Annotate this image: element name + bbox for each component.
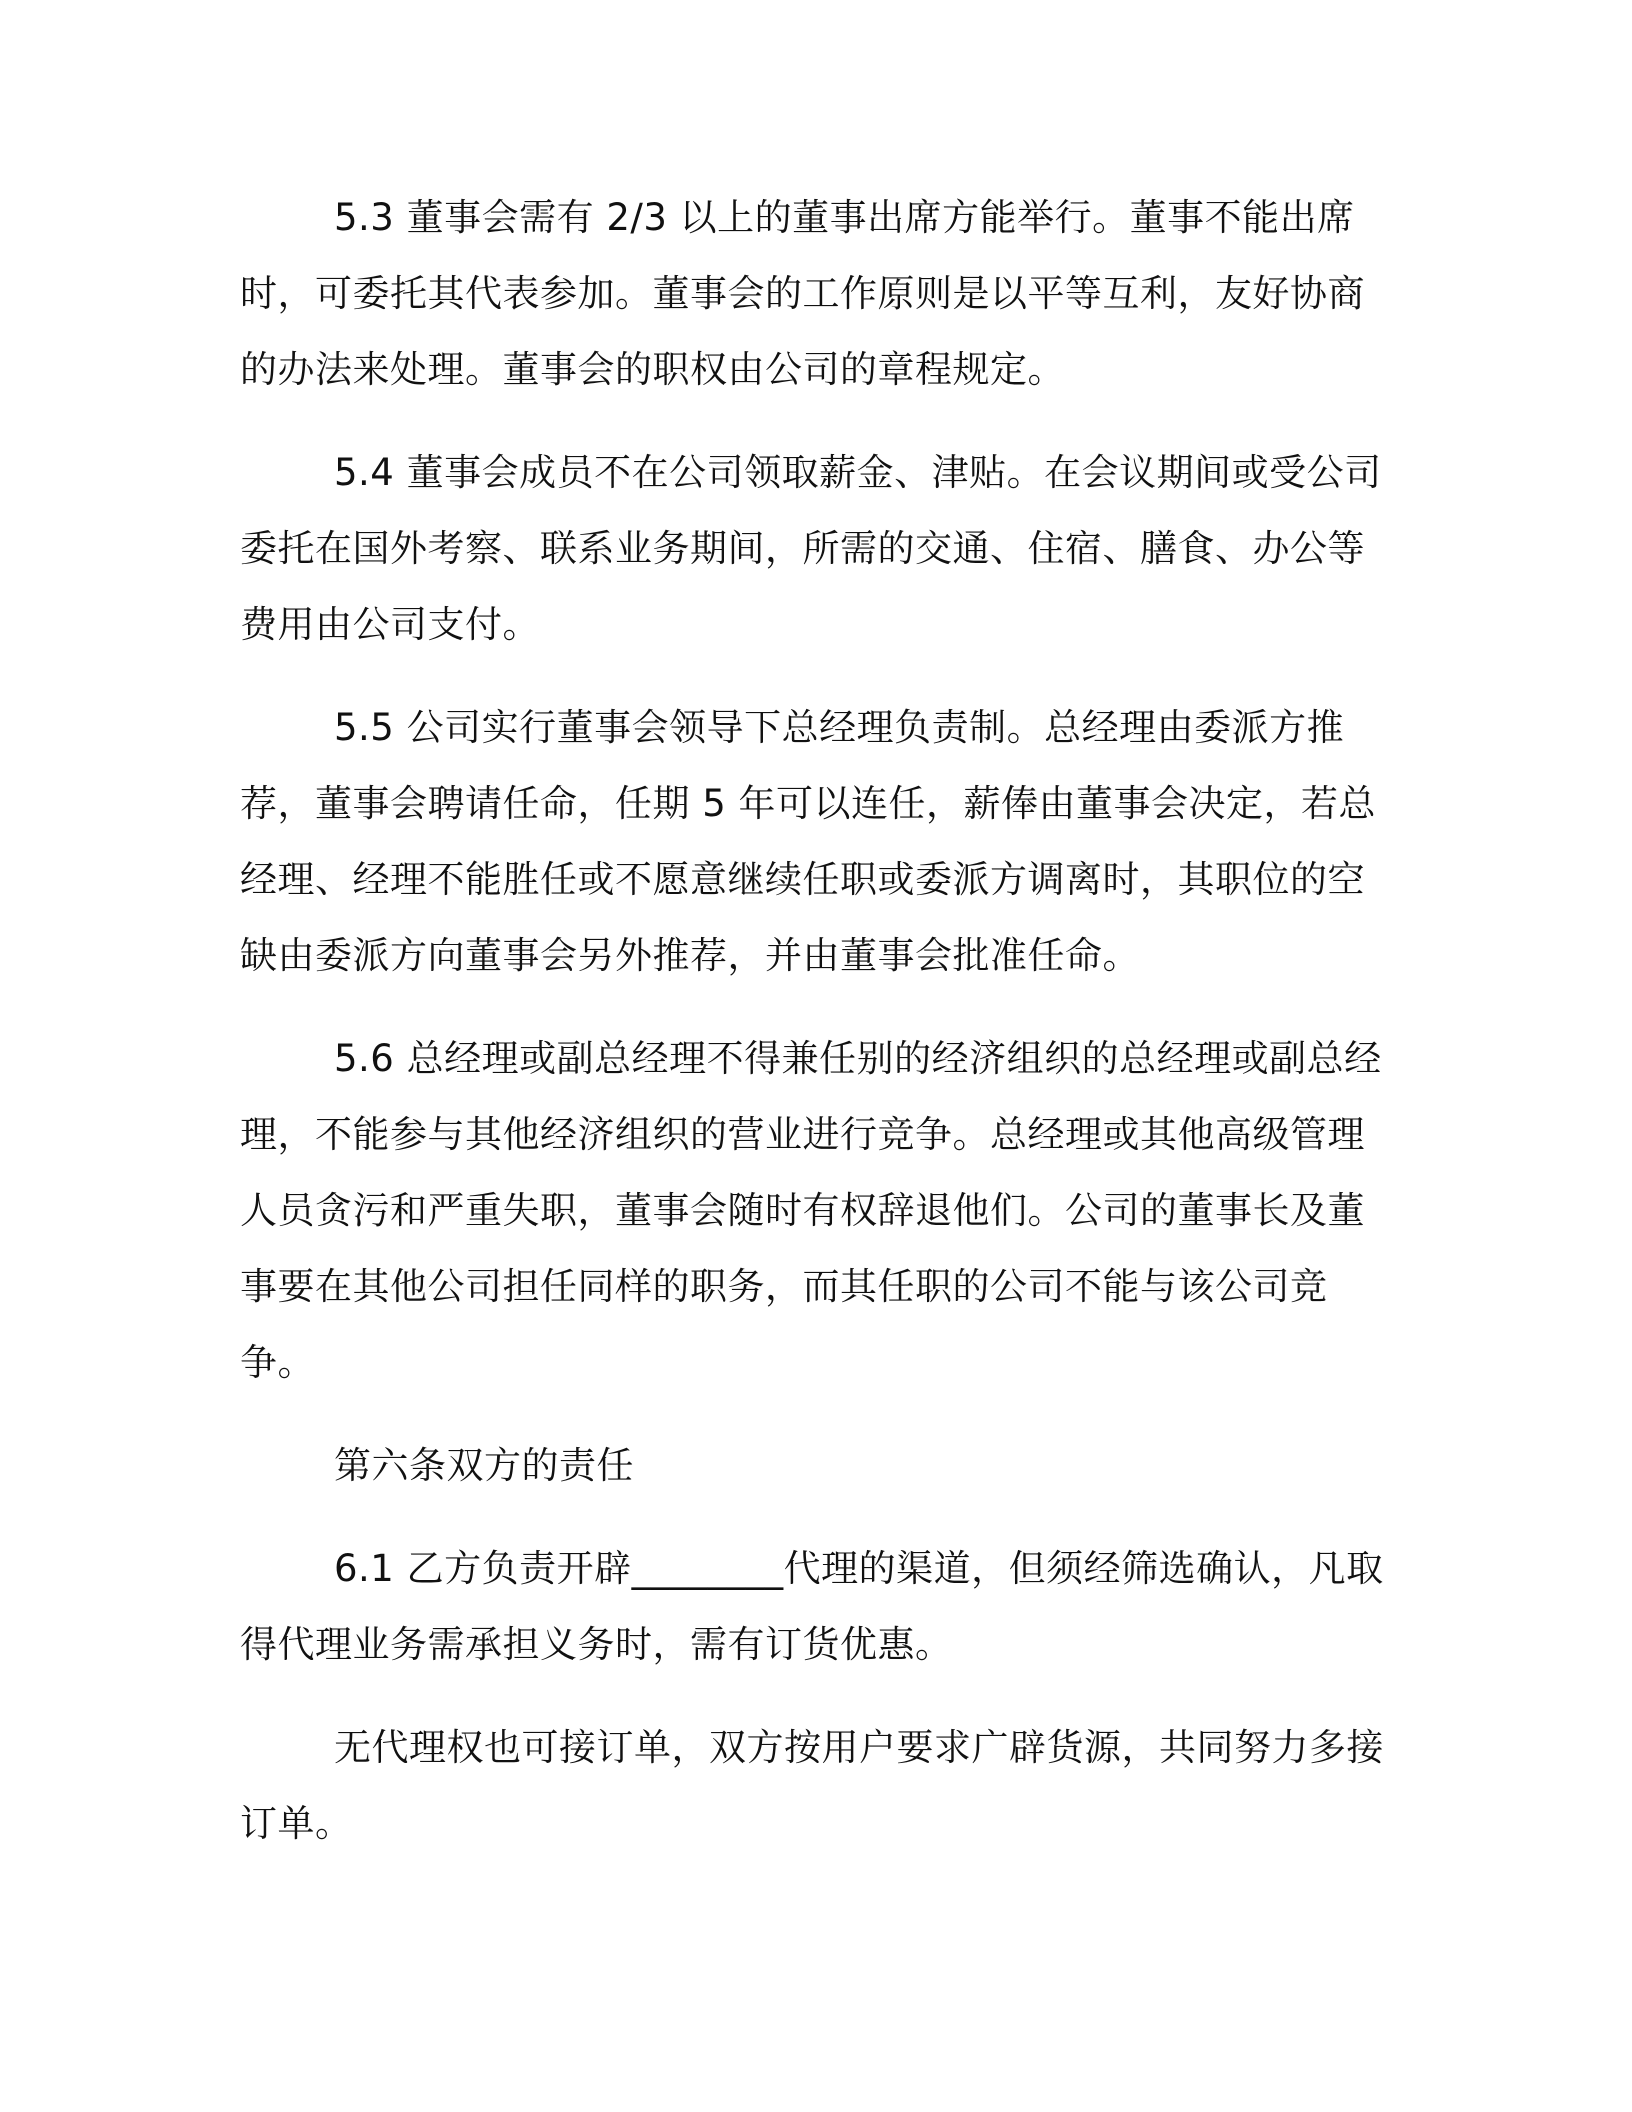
paragraph-6-1-continued: 无代理权也可接订单，双方按用户要求广辟货源，共同努力多接订单。 [240,1726,1384,1845]
paragraph-5-3: 5.3 董事会需有 2/3 以上的董事出席方能举行。董事不能出席时，可委托其代表参加。董事会的工作原则是以平等互利，友好协商的办法来处理。董事会的职权由公司的章程规定。 [240,196,1365,391]
paragraph-5-6: 5.6 总经理或副总经理不得兼任别的经济组织的总经理或副总经理，不能参与其他经济组织的营业进行竞争。总经理或其他高级管理人员贪污和严重失职，董事会随时有权辞退他们。公司的董事长及董事要在其他公司担任同样的职务，而其任职的公司不能与该公司竞争。 [240,1037,1382,1384]
paragraph-6-1: 6.1 乙方负责开辟________代理的渠道，但须经筛选确认，凡取得代理业务需承担义务时，需有订货优惠。 [240,1547,1384,1666]
document-body [240,180,1390,1889]
article-6-heading: 第六条双方的责任 [334,1444,634,1487]
paragraph-5-4: 5.4 董事会成员不在公司领取薪金、津贴。在会议期间或受公司委托在国外考察、联系业务期间，所需的交通、住宿、膳食、办公等费用由公司支付。 [240,451,1382,646]
paragraph-5-5: 5.5 公司实行董事会领导下总经理负责制。总经理由委派方推荐，董事会聘请任命，任期 5 年可以连任，薪俸由董事会决定，若总经理、经理不能胜任或不愿意继续任职或委派方调离时，其职位的空缺由委派方向董事会另外推荐，并由董事会批准任命。 [240,706,1377,977]
